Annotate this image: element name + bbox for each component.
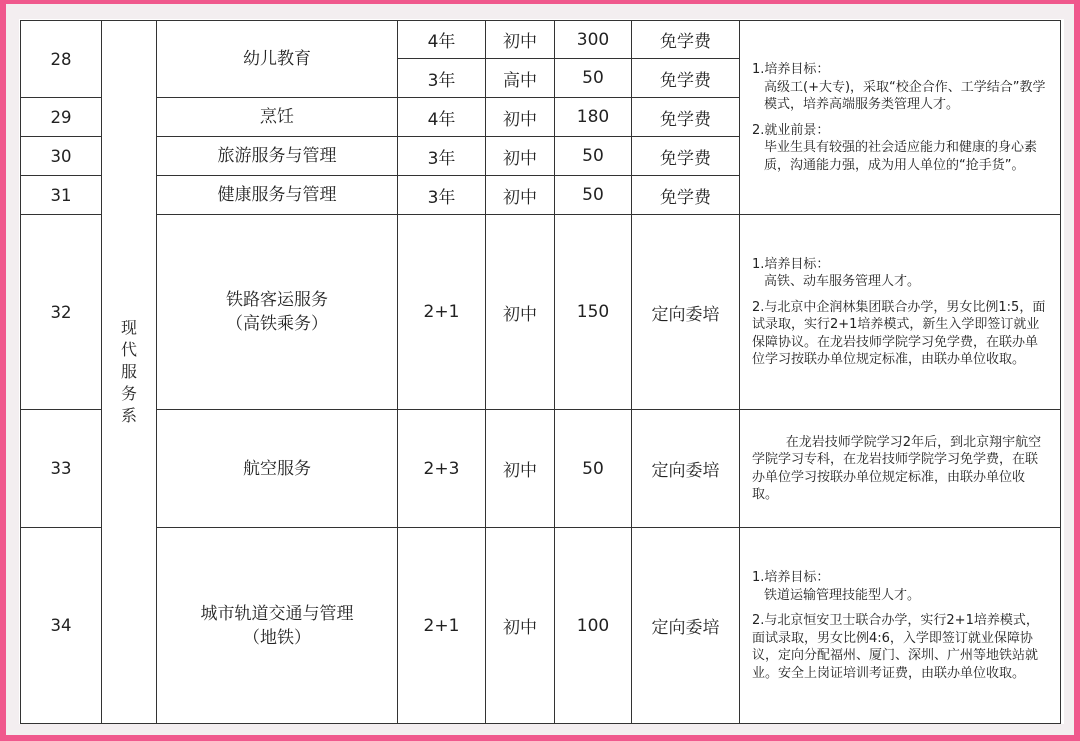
years-cell: 2+1 bbox=[398, 528, 486, 724]
note-text: 2.与北京恒安卫士联合办学，实行2+1培养模式，面试录取，男女比例4:6，入学即签订就业保障协议，定向分配福州、厦门、深圳、广州等地铁站就业。安全上岗证培训考证费，由联办单位收取。 bbox=[752, 613, 1039, 681]
row-number: 29 bbox=[21, 98, 102, 137]
entry-cell: 初中 bbox=[486, 215, 555, 410]
quota-cell: 150 bbox=[555, 215, 632, 410]
years-cell: 2+3 bbox=[398, 410, 486, 528]
major-name: 航空服务 bbox=[243, 458, 311, 479]
entry-cell: 初中 bbox=[486, 176, 555, 215]
table-row bbox=[21, 528, 1061, 724]
fee-cell: 免学费 bbox=[632, 59, 740, 98]
table-row bbox=[21, 410, 1061, 528]
department-char: 务 bbox=[120, 384, 137, 403]
major-cell bbox=[157, 176, 398, 215]
note-cell bbox=[740, 410, 1061, 528]
years-cell: 3年 bbox=[398, 176, 486, 215]
quota-cell: 180 bbox=[555, 98, 632, 137]
row-number: 33 bbox=[21, 410, 102, 528]
entry-cell: 初中 bbox=[486, 410, 555, 528]
quota-cell: 50 bbox=[555, 59, 632, 98]
table-row bbox=[21, 21, 1061, 59]
program-table bbox=[20, 20, 1061, 724]
fee-cell: 定向委培 bbox=[632, 410, 740, 528]
quota-cell: 100 bbox=[555, 528, 632, 724]
quota-cell: 50 bbox=[555, 137, 632, 176]
major-subname: （高铁乘务） bbox=[226, 314, 328, 334]
years-cell: 4年 bbox=[398, 98, 486, 137]
entry-cell: 初中 bbox=[486, 98, 555, 137]
major-cell bbox=[157, 215, 398, 410]
major-name: 铁路客运服务 bbox=[226, 290, 328, 310]
years-cell: 4年 bbox=[398, 21, 486, 59]
note-text: 2.与北京中企润林集团联合办学，男女比例1:5，面试录取，实行2+1培养模式，新生入学即签订就业保障协议。在龙岩技师学院学习免学费，在联办单位学习按联办单位规定标准，由联办单位收取。 bbox=[752, 299, 1046, 367]
years-cell: 3年 bbox=[398, 59, 486, 98]
fee-cell: 免学费 bbox=[632, 98, 740, 137]
note-text: 高铁、动车服务管理人才。 bbox=[764, 274, 921, 289]
quota-cell: 50 bbox=[555, 176, 632, 215]
entry-cell: 高中 bbox=[486, 59, 555, 98]
entry-cell: 初中 bbox=[486, 137, 555, 176]
department-char: 服 bbox=[120, 362, 137, 381]
major-name: 旅游服务与管理 bbox=[217, 146, 337, 166]
department-char: 系 bbox=[120, 406, 137, 425]
note-heading: 1.培养目标： bbox=[752, 570, 830, 585]
years-cell: 2+1 bbox=[398, 215, 486, 410]
department-cell bbox=[102, 21, 157, 724]
note-text: 毕业生具有较强的社会适应能力和健康的身心素质，沟通能力强，成为用人单位的“抢手货”。 bbox=[764, 140, 1038, 173]
fee-cell: 免学费 bbox=[632, 176, 740, 215]
quota-cell: 50 bbox=[555, 410, 632, 528]
years-cell: 3年 bbox=[398, 137, 486, 176]
major-cell bbox=[157, 98, 398, 137]
entry-cell: 初中 bbox=[486, 528, 555, 724]
major-cell bbox=[157, 528, 398, 724]
table-row bbox=[21, 215, 1061, 410]
department-char: 代 bbox=[120, 340, 137, 359]
row-number: 31 bbox=[21, 176, 102, 215]
major-subname: （地铁） bbox=[243, 627, 311, 648]
note-cell bbox=[740, 215, 1061, 410]
note-cell bbox=[740, 21, 1061, 215]
quota-cell: 300 bbox=[555, 21, 632, 59]
department-char: 现 bbox=[120, 318, 137, 337]
note-heading: 2.就业前景： bbox=[752, 122, 830, 138]
row-number: 32 bbox=[21, 215, 102, 410]
entry-cell: 初中 bbox=[486, 21, 555, 59]
fee-cell: 免学费 bbox=[632, 137, 740, 176]
major-cell bbox=[157, 21, 398, 98]
note-text: 铁道运输管理技能型人才。 bbox=[764, 587, 921, 603]
row-number: 28 bbox=[21, 21, 102, 98]
major-cell bbox=[157, 137, 398, 176]
fee-cell: 定向委培 bbox=[632, 528, 740, 724]
fee-cell: 免学费 bbox=[632, 21, 740, 59]
major-name: 城市轨道交通与管理 bbox=[200, 603, 354, 624]
major-name: 健康服务与管理 bbox=[217, 185, 337, 205]
note-text: 在龙岩技师学院学习2年后，到北京翔宇航空学院学习专科，在龙岩技师学院学习免学费，在联办单位学习按联办单位规定标准，由联办单位收取。 bbox=[752, 434, 1042, 502]
row-number: 30 bbox=[21, 137, 102, 176]
note-heading: 1.培养目标： bbox=[752, 62, 830, 77]
major-cell bbox=[157, 410, 398, 528]
note-text: 高级工(+大专)，采取“校企合作、工学结合”教学模式，培养高端服务类管理人才。 bbox=[764, 79, 1046, 112]
major-name: 烹饪 bbox=[260, 107, 294, 127]
note-heading: 1.培养目标： bbox=[752, 256, 830, 272]
fee-cell: 定向委培 bbox=[632, 215, 740, 410]
note-cell bbox=[740, 528, 1061, 724]
row-number: 34 bbox=[21, 528, 102, 724]
major-name: 幼儿教育 bbox=[243, 49, 311, 69]
